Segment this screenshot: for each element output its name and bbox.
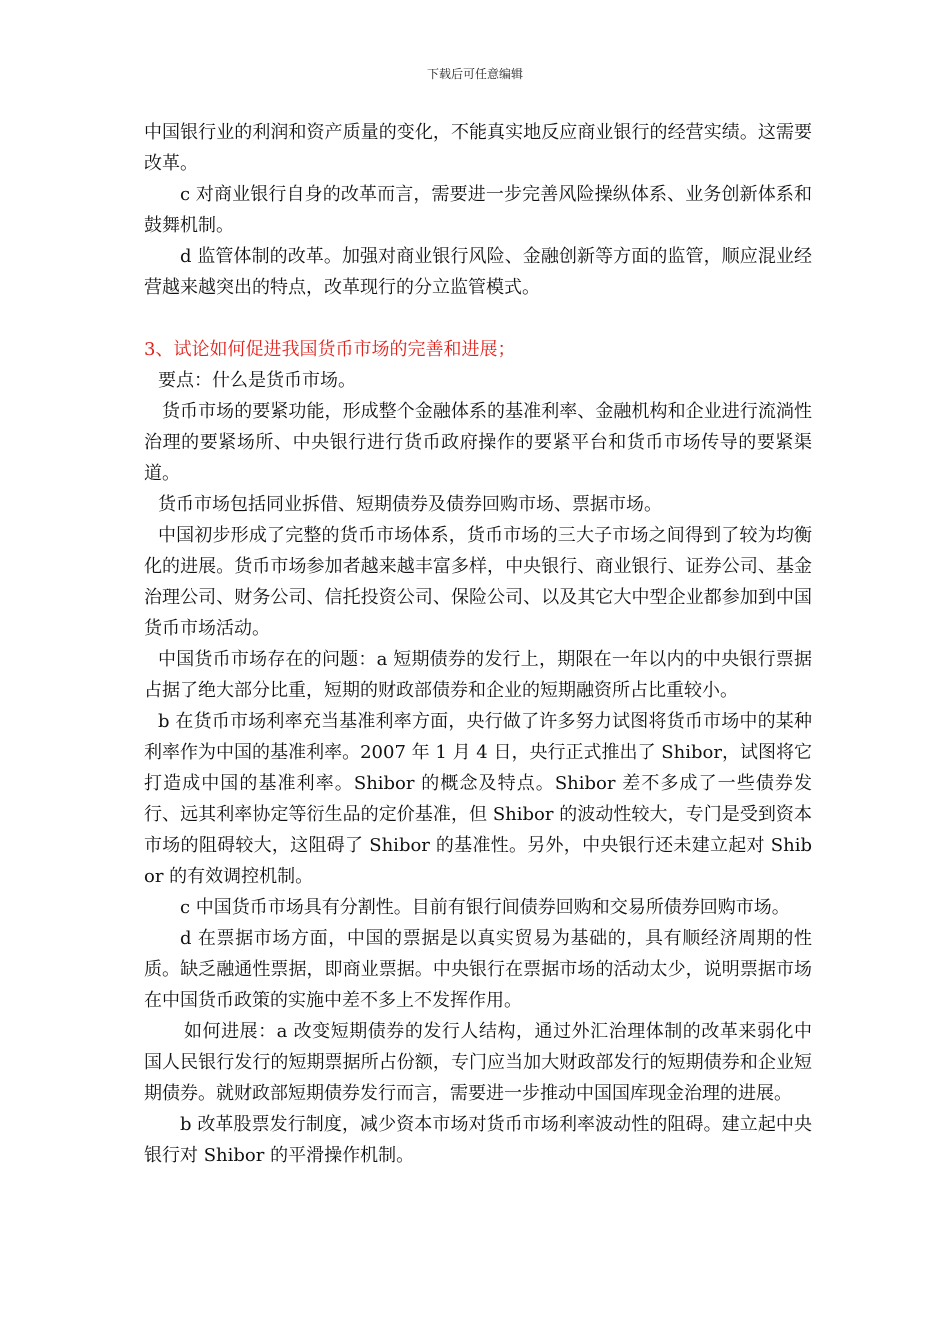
paragraph: 如何进展：a 改变短期债券的发行人结构，通过外汇治理体制的改革来弱化中国人民银行发行的短期票据所占份额，专门应当加大财政部发行的短期债券和企业短期债券。就财政部短期债券发行而言，需要进一步推动中国国库现金治理的进展。 — [144, 1021, 812, 1104]
document-body — [144, 117, 812, 1171]
paragraph: c 中国货币市场具有分割性。目前有银行间债券回购和交易所债券回购市场。 — [180, 897, 790, 918]
paragraph: b 在货币市场利率充当基准利率方面，央行做了许多努力试图将货币市场中的某种利率作为中国的基准利率。2007 年 1 月 4 日，央行正式推出了 Shibor，试图将它打造成中国的基准利率。Shibor 的概念及特点。Shibor 差不多成了一些债券发行、远其利率协定等衍生品的定价基准，但 Shibor 的波动性较大，专门是受到资本市场的阻碍较大，这阻碍了 Shibor 的基准性。另外，中央银行还未建立起对 Shibor 的有效调控机制。 — [144, 711, 812, 887]
paragraph: 中国货币市场存在的问题：a 短期债券的发行上，期限在一年以内的中央银行票据占据了绝大部分比重，短期的财政部债券和企业的短期融资所占比重较小。 — [144, 649, 812, 701]
paragraph: b 改革股票发行制度，减少资本市场对货币市场利率波动性的阻碍。建立起中央银行对 Shibor 的平滑操作机制。 — [144, 1114, 812, 1166]
paragraph: 要点：什么是货币市场。 — [158, 370, 356, 391]
paragraph: 货币市场包括同业拆借、短期债券及债券回购市场、票据市场。 — [158, 494, 662, 515]
paragraph: 中国初步形成了完整的货币市场体系，货币市场的三大子市场之间得到了较为均衡化的进展。货币市场参加者越来越丰富多样，中央银行、商业银行、证券公司、基金治理公司、财务公司、信托投资公司、保险公司、以及其它大中型企业都参加到中国货币市场活动。 — [144, 525, 812, 639]
paragraph: d 监管体制的改革。加强对商业银行风险、金融创新等方面的监管，顺应混业经营越来越突出的特点，改革现行的分立监管模式。 — [144, 246, 812, 298]
paragraph: 中国银行业的利润和资产质量的变化，不能真实地反应商业银行的经营实绩。这需要改革。 — [144, 122, 812, 174]
paragraph: c 对商业银行自身的改革而言，需要进一步完善风险操纵体系、业务创新体系和鼓舞机制。 — [144, 184, 812, 236]
page-header: 下载后可任意编辑 — [426, 67, 523, 81]
section-heading: 3、试论如何促进我国货币市场的完善和进展； — [144, 339, 516, 360]
paragraph: d 在票据市场方面，中国的票据是以真实贸易为基础的，具有顺经济周期的性质。缺乏融通性票据，即商业票据。中央银行在票据市场的活动太少，说明票据市场在中国货币政策的实施中差不多上不发挥作用。 — [144, 928, 812, 1011]
paragraph: 货币市场的要紧功能，形成整个金融体系的基准利率、金融机构和企业进行流淌性治理的要紧场所、中央银行进行货币政府操作的要紧平台和货币市场传导的要紧渠道。 — [144, 401, 812, 484]
